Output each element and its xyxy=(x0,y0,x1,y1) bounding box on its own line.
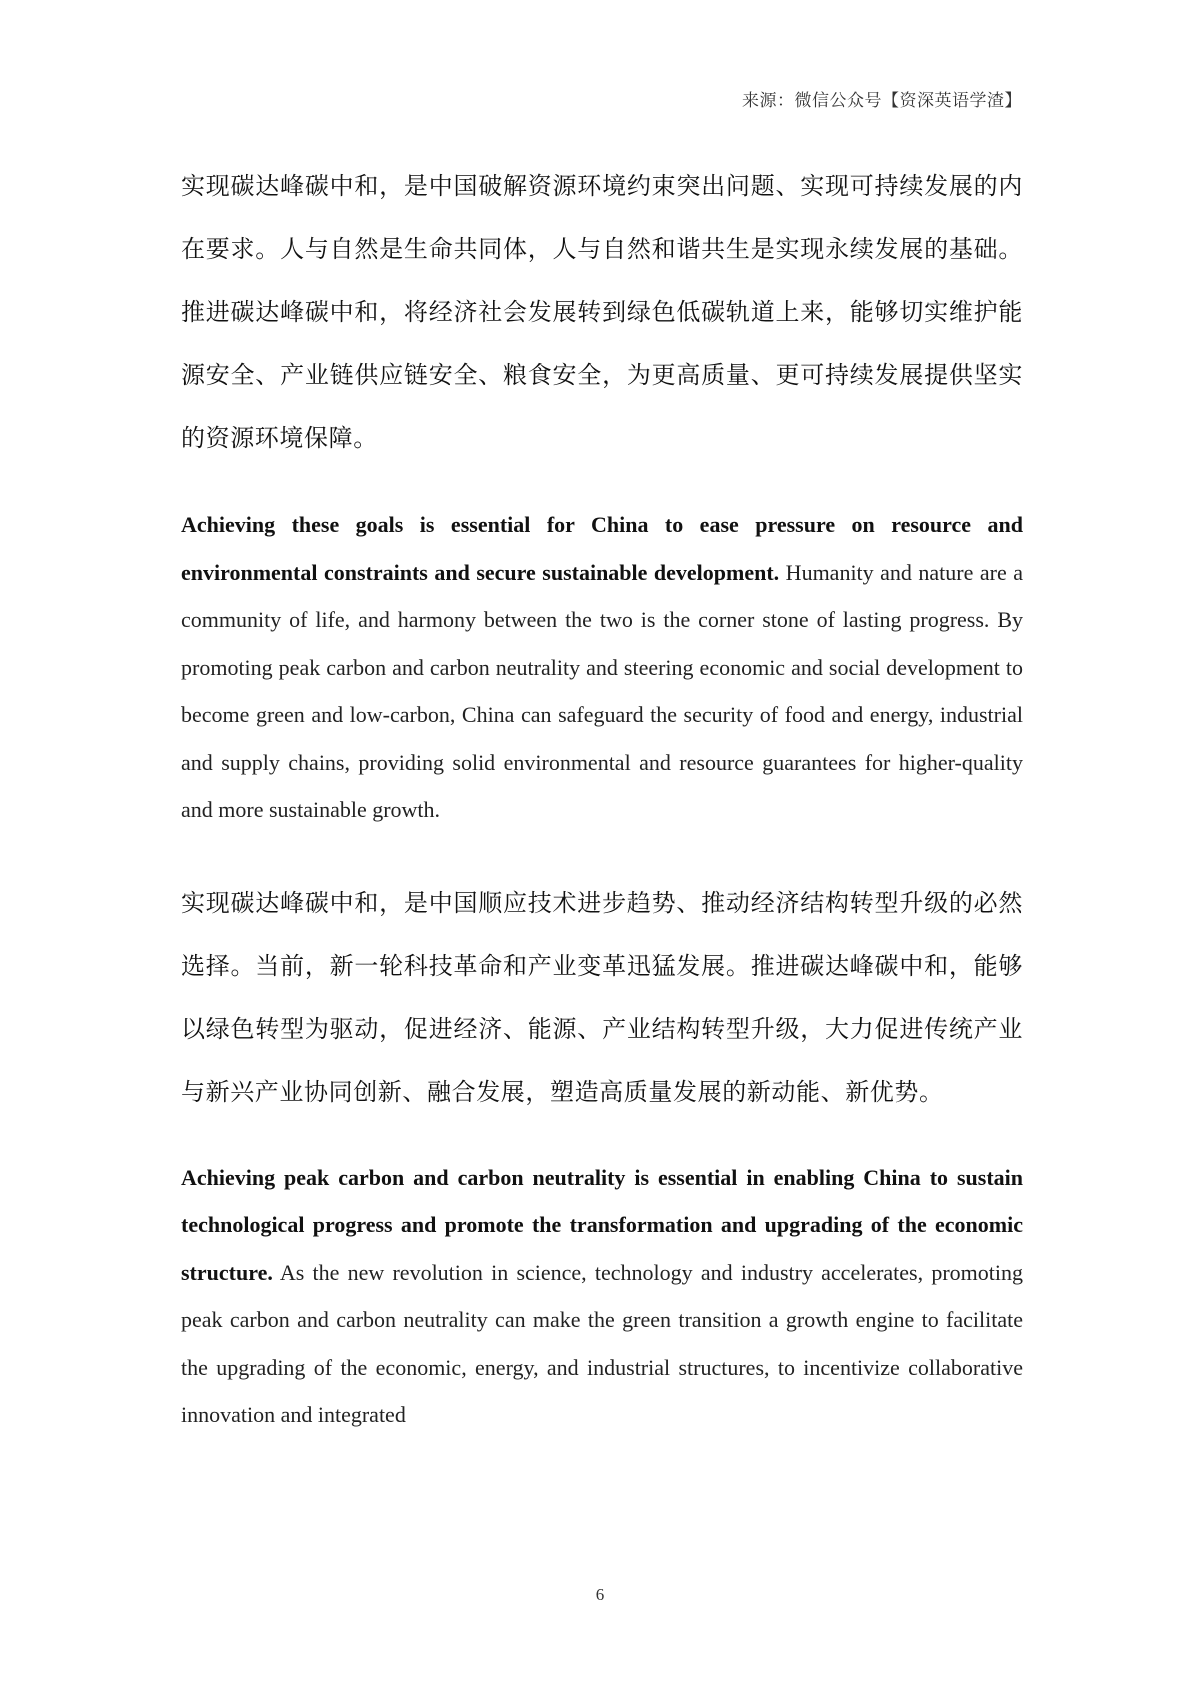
chinese-paragraph-1: 实现碳达峰碳中和，是中国破解资源环境约束突出问题、实现可持续发展的内在要求。人与自然是生命共同体，人与自然和谐共生是实现永续发展的基础。推进碳达峰碳中和，将经济社会发展转到绿色低碳轨道上来，能够切实维护能源安全、产业链供应链安全、粮食安全，为更高质量、更可持续发展提供坚实的资源环境保障。 xyxy=(181,172,1023,452)
english-paragraph-2 xyxy=(181,1154,1023,1439)
english-paragraph-1-body: Humanity and nature are a community of life, and harmony between the two is the corner stone of lasting progress. By promoting peak carbon and carbon neutrality and steering economic and social development to become green and low-carbon, China can safeguard the security of food and energy, industrial and supply chains, providing solid environmental and resource guarantees for higher-quality and more sustainable growth. xyxy=(181,559,1023,822)
source-header: 来源：微信公众号【资深英语学渣】 xyxy=(742,91,1022,111)
english-paragraph-2-lead: Achieving peak carbon and carbon neutrality is essential in enabling China to sustain technological progress and promote the transformation and upgrading of the economic structure. xyxy=(181,1164,1023,1285)
english-paragraph-1 xyxy=(181,501,1023,834)
document-body xyxy=(181,155,1023,1439)
english-paragraph-1-lead: Achieving these goals is essential for China to ease pressure on resource and environmental constraints and secure sustainable development. xyxy=(181,512,1023,585)
chinese-paragraph-2: 实现碳达峰碳中和，是中国顺应技术进步趋势、推动经济结构转型升级的必然选择。当前，新一轮科技革命和产业变革迅猛发展。推进碳达峰碳中和，能够以绿色转型为驱动，促进经济、能源、产业结构转型升级，大力促进传统产业与新兴产业协同创新、融合发展，塑造高质量发展的新动能、新优势。 xyxy=(181,888,1023,1106)
page-number: 6 xyxy=(595,1585,605,1604)
english-paragraph-2-body: As the new revolution in science, technology and industry accelerates, promoting peak carbon and carbon neutrality can make the green transition a growth engine to facilitate the upgrading of the economic, energy, and industrial structures, to incentivize collaborative innovation and integrated xyxy=(181,1259,1023,1427)
